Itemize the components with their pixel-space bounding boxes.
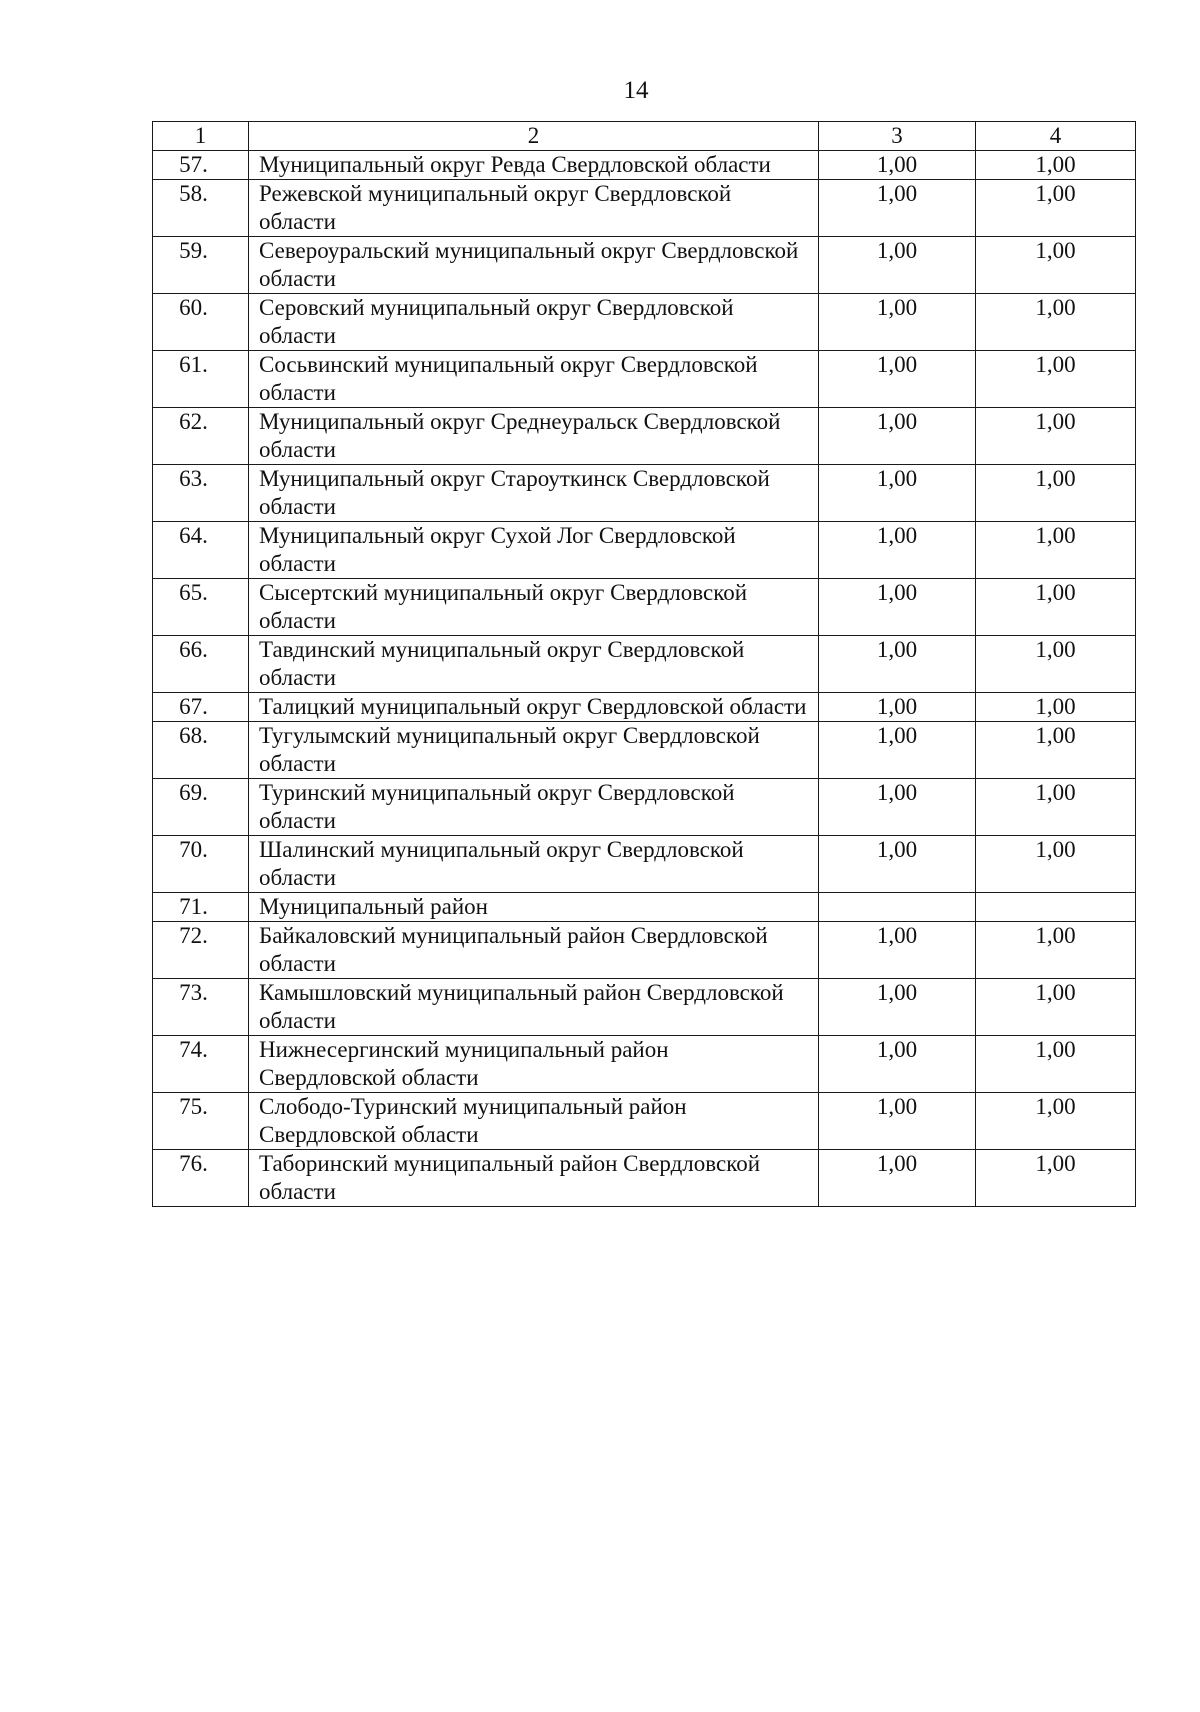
table-row [153, 465, 1136, 522]
municipality-name-cell: Туринский муниципальный округ Свердловской области [249, 779, 819, 836]
column-4-value-cell: 1,00 [976, 151, 1136, 180]
row-number-cell: 59. [153, 237, 249, 294]
column-3-value-cell: 1,00 [819, 294, 976, 351]
row-number-cell: 72. [153, 922, 249, 979]
municipality-name-cell: Муниципальный округ Ревда Свердловской области [249, 151, 819, 180]
column-3-value-cell: 1,00 [819, 722, 976, 779]
column-3-value-cell: 1,00 [819, 636, 976, 693]
row-number-cell: 69. [153, 779, 249, 836]
column-3-value-cell: 1,00 [819, 522, 976, 579]
column-3-value-cell [819, 893, 976, 922]
coefficients-table [152, 121, 1136, 1207]
municipality-name-cell: Муниципальный округ Среднеуральск Свердловской области [249, 408, 819, 465]
column-4-value-cell: 1,00 [976, 237, 1136, 294]
column-4-value-cell: 1,00 [976, 722, 1136, 779]
column-4-value-cell: 1,00 [976, 294, 1136, 351]
municipality-name-cell: Режевской муниципальный округ Свердловской области [249, 180, 819, 237]
municipality-name-cell: Сысертский муниципальный округ Свердловской области [249, 579, 819, 636]
table-row [153, 351, 1136, 408]
column-header-2: 2 [249, 122, 819, 151]
column-4-value-cell: 1,00 [976, 979, 1136, 1036]
column-4-value-cell: 1,00 [976, 522, 1136, 579]
column-3-value-cell: 1,00 [819, 237, 976, 294]
column-3-value-cell: 1,00 [819, 693, 976, 722]
municipality-name-cell: Муниципальный район [249, 893, 819, 922]
column-header-3: 3 [819, 122, 976, 151]
column-3-value-cell: 1,00 [819, 1036, 976, 1093]
column-4-value-cell: 1,00 [976, 408, 1136, 465]
column-3-value-cell: 1,00 [819, 180, 976, 237]
table-row [153, 922, 1136, 979]
column-3-value-cell: 1,00 [819, 351, 976, 408]
column-3-value-cell: 1,00 [819, 1093, 976, 1150]
table-row [153, 979, 1136, 1036]
table-row [153, 1150, 1136, 1207]
column-3-value-cell: 1,00 [819, 779, 976, 836]
column-3-value-cell: 1,00 [819, 408, 976, 465]
row-number-cell: 67. [153, 693, 249, 722]
table-row [153, 522, 1136, 579]
column-3-value-cell: 1,00 [819, 922, 976, 979]
page-number: 14 [623, 77, 649, 104]
municipality-name-cell: Слободо-Туринский муниципальный район Свердловской области [249, 1093, 819, 1150]
column-4-value-cell: 1,00 [976, 693, 1136, 722]
row-number-cell: 76. [153, 1150, 249, 1207]
column-4-value-cell: 1,00 [976, 836, 1136, 893]
column-3-value-cell: 1,00 [819, 465, 976, 522]
municipality-name-cell: Талицкий муниципальный округ Свердловской области [249, 693, 819, 722]
table-row [153, 180, 1136, 237]
table-row [153, 579, 1136, 636]
column-3-value-cell: 1,00 [819, 1150, 976, 1207]
municipality-name-cell: Сосьвинский муниципальный округ Свердловской области [249, 351, 819, 408]
row-number-cell: 66. [153, 636, 249, 693]
municipality-name-cell: Тугулымский муниципальный округ Свердловской области [249, 722, 819, 779]
column-4-value-cell [976, 893, 1136, 922]
municipality-name-cell: Шалинский муниципальный округ Свердловской области [249, 836, 819, 893]
municipality-name-cell: Байкаловский муниципальный район Свердловской области [249, 922, 819, 979]
row-number-cell: 64. [153, 522, 249, 579]
municipality-name-cell: Муниципальный округ Сухой Лог Свердловской области [249, 522, 819, 579]
table-row [153, 779, 1136, 836]
row-number-cell: 63. [153, 465, 249, 522]
column-4-value-cell: 1,00 [976, 1036, 1136, 1093]
table-row [153, 408, 1136, 465]
table-header-row [153, 122, 1136, 151]
row-number-cell: 71. [153, 893, 249, 922]
row-number-cell: 65. [153, 579, 249, 636]
table-row [153, 294, 1136, 351]
table-row [153, 1093, 1136, 1150]
column-4-value-cell: 1,00 [976, 579, 1136, 636]
column-4-value-cell: 1,00 [976, 636, 1136, 693]
table-body [153, 122, 1136, 1207]
row-number-cell: 74. [153, 1036, 249, 1093]
column-4-value-cell: 1,00 [976, 465, 1136, 522]
row-number-cell: 61. [153, 351, 249, 408]
municipality-name-cell: Камышловский муниципальный район Свердловской области [249, 979, 819, 1036]
column-4-value-cell: 1,00 [976, 1093, 1136, 1150]
table-row [153, 836, 1136, 893]
column-4-value-cell: 1,00 [976, 922, 1136, 979]
column-4-value-cell: 1,00 [976, 351, 1136, 408]
row-number-cell: 62. [153, 408, 249, 465]
column-header-1: 1 [153, 122, 249, 151]
table-row [153, 237, 1136, 294]
column-3-value-cell: 1,00 [819, 579, 976, 636]
table-row [153, 151, 1136, 180]
row-number-cell: 73. [153, 979, 249, 1036]
row-number-cell: 57. [153, 151, 249, 180]
row-number-cell: 68. [153, 722, 249, 779]
municipality-name-cell: Североуральский муниципальный округ Свердловской области [249, 237, 819, 294]
municipality-name-cell: Таборинский муниципальный район Свердловской области [249, 1150, 819, 1207]
row-number-cell: 58. [153, 180, 249, 237]
table-row [153, 722, 1136, 779]
column-4-value-cell: 1,00 [976, 180, 1136, 237]
row-number-cell: 70. [153, 836, 249, 893]
column-3-value-cell: 1,00 [819, 151, 976, 180]
row-number-cell: 75. [153, 1093, 249, 1150]
column-3-value-cell: 1,00 [819, 979, 976, 1036]
column-4-value-cell: 1,00 [976, 1150, 1136, 1207]
column-3-value-cell: 1,00 [819, 836, 976, 893]
column-header-4: 4 [976, 122, 1136, 151]
municipality-name-cell: Тавдинский муниципальный округ Свердловской области [249, 636, 819, 693]
municipality-name-cell: Нижнесергинский муниципальный район Свердловской области [249, 1036, 819, 1093]
row-number-cell: 60. [153, 294, 249, 351]
municipality-name-cell: Муниципальный округ Староуткинск Свердловской области [249, 465, 819, 522]
table-row [153, 636, 1136, 693]
municipality-name-cell: Серовский муниципальный округ Свердловской области [249, 294, 819, 351]
table-row [153, 693, 1136, 722]
column-4-value-cell: 1,00 [976, 779, 1136, 836]
table-row [153, 893, 1136, 922]
table-row [153, 1036, 1136, 1093]
